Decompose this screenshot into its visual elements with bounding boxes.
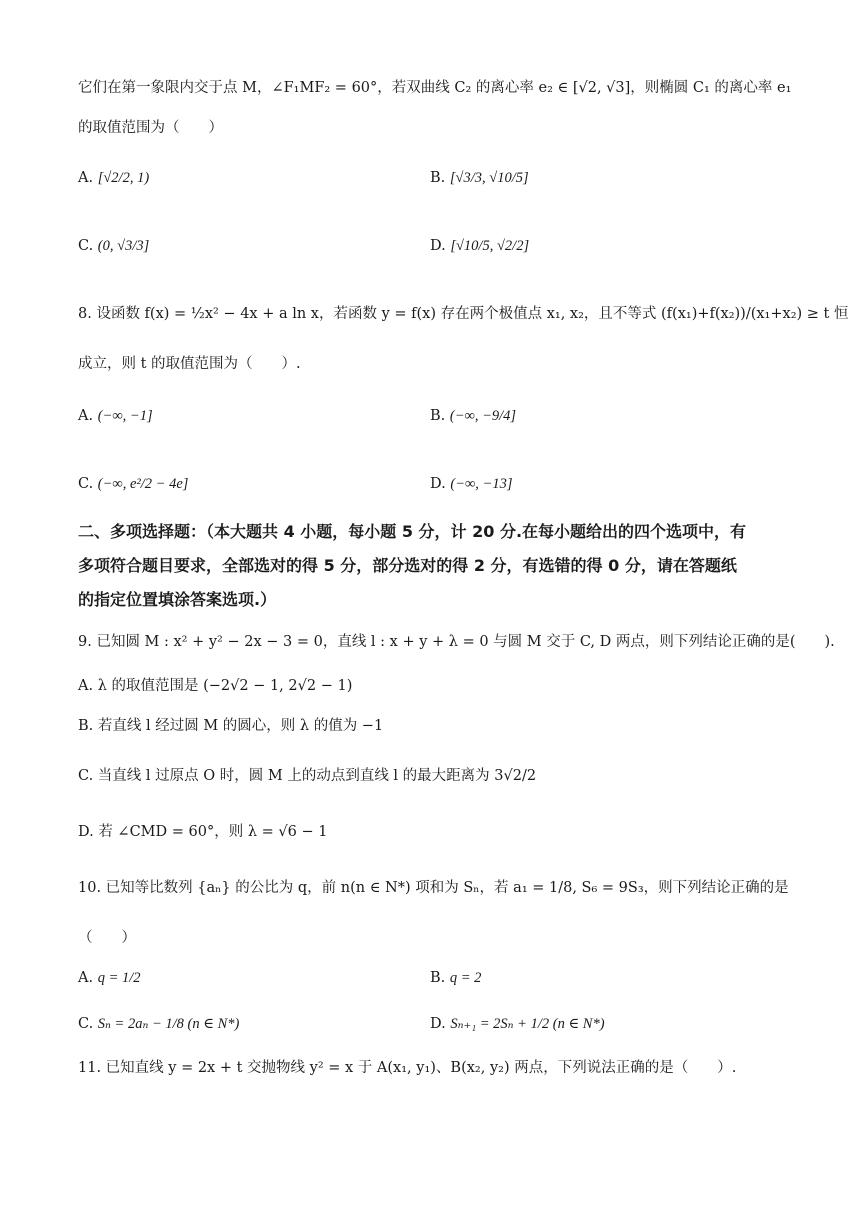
q8-option-a: A. (−∞, −1] <box>78 408 153 424</box>
q9-option-c: C. 当直线 l 过原点 O 时，圆 M 上的动点到直线 l 的最大距离为 3√2/2 <box>78 768 537 784</box>
q10-answer-paren: （ ） <box>78 930 136 946</box>
q10-option-b: B. q = 2 <box>430 970 482 986</box>
q7-stem-line2: 的取值范围为（ ） <box>78 120 223 136</box>
q10-option-c-math: Sₙ = 2aₙ − 1/8 (n ∈ N*) <box>97 1016 240 1032</box>
q7-option-a: A. [√2/2, 1) <box>78 170 150 186</box>
q11-stem: 11. 已知直线 y = 2x + t 交抛物线 y² = x 于 A(x₁, y₁)、B(x₂, y₂) 两点，下列说法正确的是（ ）. <box>78 1060 737 1076</box>
q7-option-b-math: [√3/3, √10/5] <box>449 170 529 186</box>
q7-option-a-math: [√2/2, 1) <box>97 170 150 186</box>
q7-option-c: C. (0, √3/3] <box>78 238 150 254</box>
q10-option-d-math: Sₙ₊₁ = 2Sₙ + 1/2 (n ∈ N*) <box>450 1016 605 1032</box>
q9-option-b: B. 若直线 l 经过圆 M 的圆心，则 λ 的值为 −1 <box>78 718 384 734</box>
q7-option-b: B. [√3/3, √10/5] <box>430 170 529 186</box>
q9-option-a: A. λ 的取值范围是 (−2√2 − 1, 2√2 − 1) <box>78 678 353 694</box>
q8-option-b: B. (−∞, −9/4] <box>430 408 517 424</box>
q10-option-a-math: q = 1/2 <box>97 970 141 986</box>
q7-option-d: D. [√10/5, √2/2] <box>430 238 530 254</box>
section2-header-line1: 二、多项选择题：（本大题共 4 小题，每小题 5 分，计 20 分.在每小题给出的四个选项中，有 <box>78 522 747 541</box>
q8-option-d: D. (−∞, −13] <box>430 476 513 492</box>
section2-header-line2: 多项符合题目要求，全部选对的得 5 分，部分选对的得 2 分，有选错的得 0 分，请在答题纸 <box>78 556 737 575</box>
q10-stem: 10. 已知等比数列 {aₙ} 的公比为 q，前 n(n ∈ N*) 项和为 Sₙ，若 a₁ = 1/8, S₆ = 9S₃，则下列结论正确的是 <box>78 880 789 896</box>
q8-option-c: C. (−∞, e²/2 − 4e] <box>78 476 189 492</box>
q9-stem: 9. 已知圆 M : x² + y² − 2x − 3 = 0，直线 l : x + y + λ = 0 与圆 M 交于 C, D 两点，则下列结论正确的是( ). <box>78 634 835 650</box>
section2-header-line3: 的指定位置填涂答案选项.） <box>78 590 277 609</box>
q7-stem-line1: 它们在第一象限内交于点 M，∠F₁MF₂ = 60°，若双曲线 C₂ 的离心率 e₂ ∈ [√2, √3]，则椭圆 C₁ 的离心率 e₁ <box>78 80 792 96</box>
q10-option-c: C. Sₙ = 2aₙ − 1/8 (n ∈ N*) <box>78 1016 240 1032</box>
q9-option-d: D. 若 ∠CMD = 60°，则 λ = √6 − 1 <box>78 824 328 840</box>
q8-option-d-math: (−∞, −13] <box>450 476 513 492</box>
q8-stem-line2: 成立，则 t 的取值范围为（ ）. <box>78 356 301 372</box>
q8-option-b-math: (−∞, −9/4] <box>449 408 517 424</box>
q8-option-c-math: (−∞, e²/2 − 4e] <box>97 476 189 492</box>
q7-option-d-math: [√10/5, √2/2] <box>450 238 530 254</box>
q10-option-b-math: q = 2 <box>449 970 482 986</box>
q10-option-a: A. q = 1/2 <box>78 970 141 986</box>
q10-option-d: D. Sₙ₊₁ = 2Sₙ + 1/2 (n ∈ N*) <box>430 1016 605 1032</box>
q7-option-c-math: (0, √3/3] <box>97 238 150 254</box>
q8-option-a-math: (−∞, −1] <box>97 408 153 424</box>
q8-stem-line1: 8. 设函数 f(x) = ½x² − 4x + a ln x，若函数 y = f(x) 存在两个极值点 x₁, x₂，且不等式 (f(x₁)+f(x₂))/(x₁+x₂) ≥ t 恒 <box>78 306 849 322</box>
